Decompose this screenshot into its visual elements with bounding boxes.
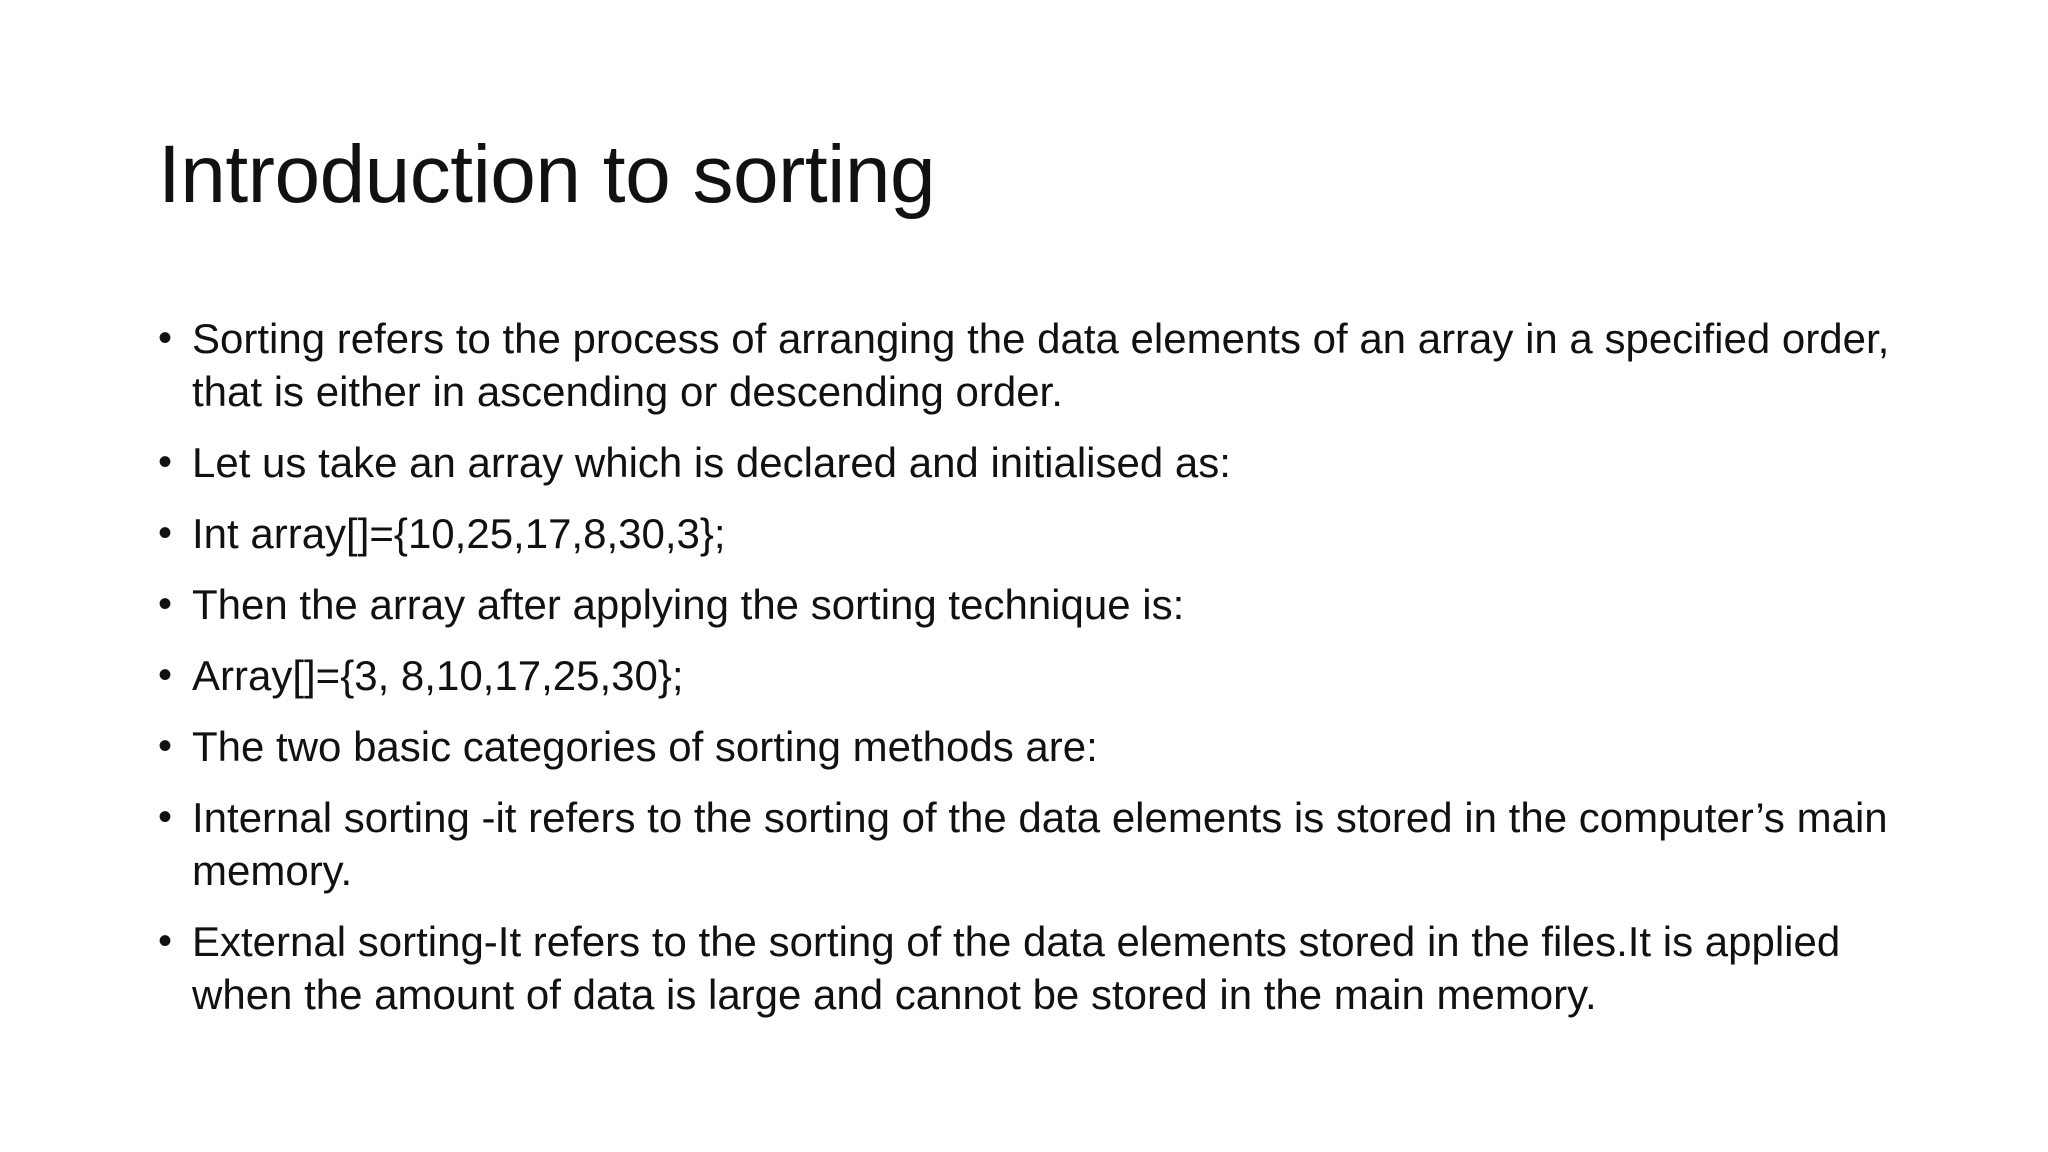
bullet-item-after-sorting [152, 578, 1912, 631]
bullet-marker: • [158, 724, 173, 768]
bullet-item-unsorted-array [152, 507, 1912, 560]
bullet-item-sorted-array [152, 649, 1912, 702]
bullet-text: Let us take an array which is declared and initialised as: [192, 439, 1231, 486]
bullet-marker: • [158, 919, 173, 963]
bullet-marker: • [158, 316, 173, 360]
bullet-text: The two basic categories of sorting methods are: [192, 723, 1098, 770]
bullet-item-internal-sorting [152, 791, 1912, 897]
bullet-text: Array[]={3, 8,10,17,25,30}; [192, 652, 684, 699]
bullet-text: Then the array after applying the sorting technique is: [192, 581, 1185, 628]
slide-title: Introduction to sorting [158, 129, 936, 220]
bullet-marker: • [158, 440, 173, 484]
bullet-marker: • [158, 795, 173, 839]
bullet-text: Internal sorting -it refers to the sorting of the data elements is stored in the computer’s main memory. [192, 794, 1888, 894]
bullet-item-definition [152, 312, 1912, 418]
bullet-text: Sorting refers to the process of arranging the data elements of an array in a specified order, that is either in ascending or descending order. [192, 315, 1890, 415]
bullet-marker: • [158, 511, 173, 555]
bullet-text: Int array[]={10,25,17,8,30,3}; [192, 510, 726, 557]
bullet-list [152, 312, 1912, 1039]
bullet-marker: • [158, 653, 173, 697]
bullet-item-external-sorting [152, 915, 1912, 1021]
bullet-item-categories [152, 720, 1912, 773]
bullet-text: External sorting-It refers to the sorting of the data elements stored in the files.It is applied when the amount of data is large and cannot be stored in the main memory. [192, 918, 1841, 1018]
bullet-item-example-intro [152, 436, 1912, 489]
bullet-marker: • [158, 582, 173, 626]
